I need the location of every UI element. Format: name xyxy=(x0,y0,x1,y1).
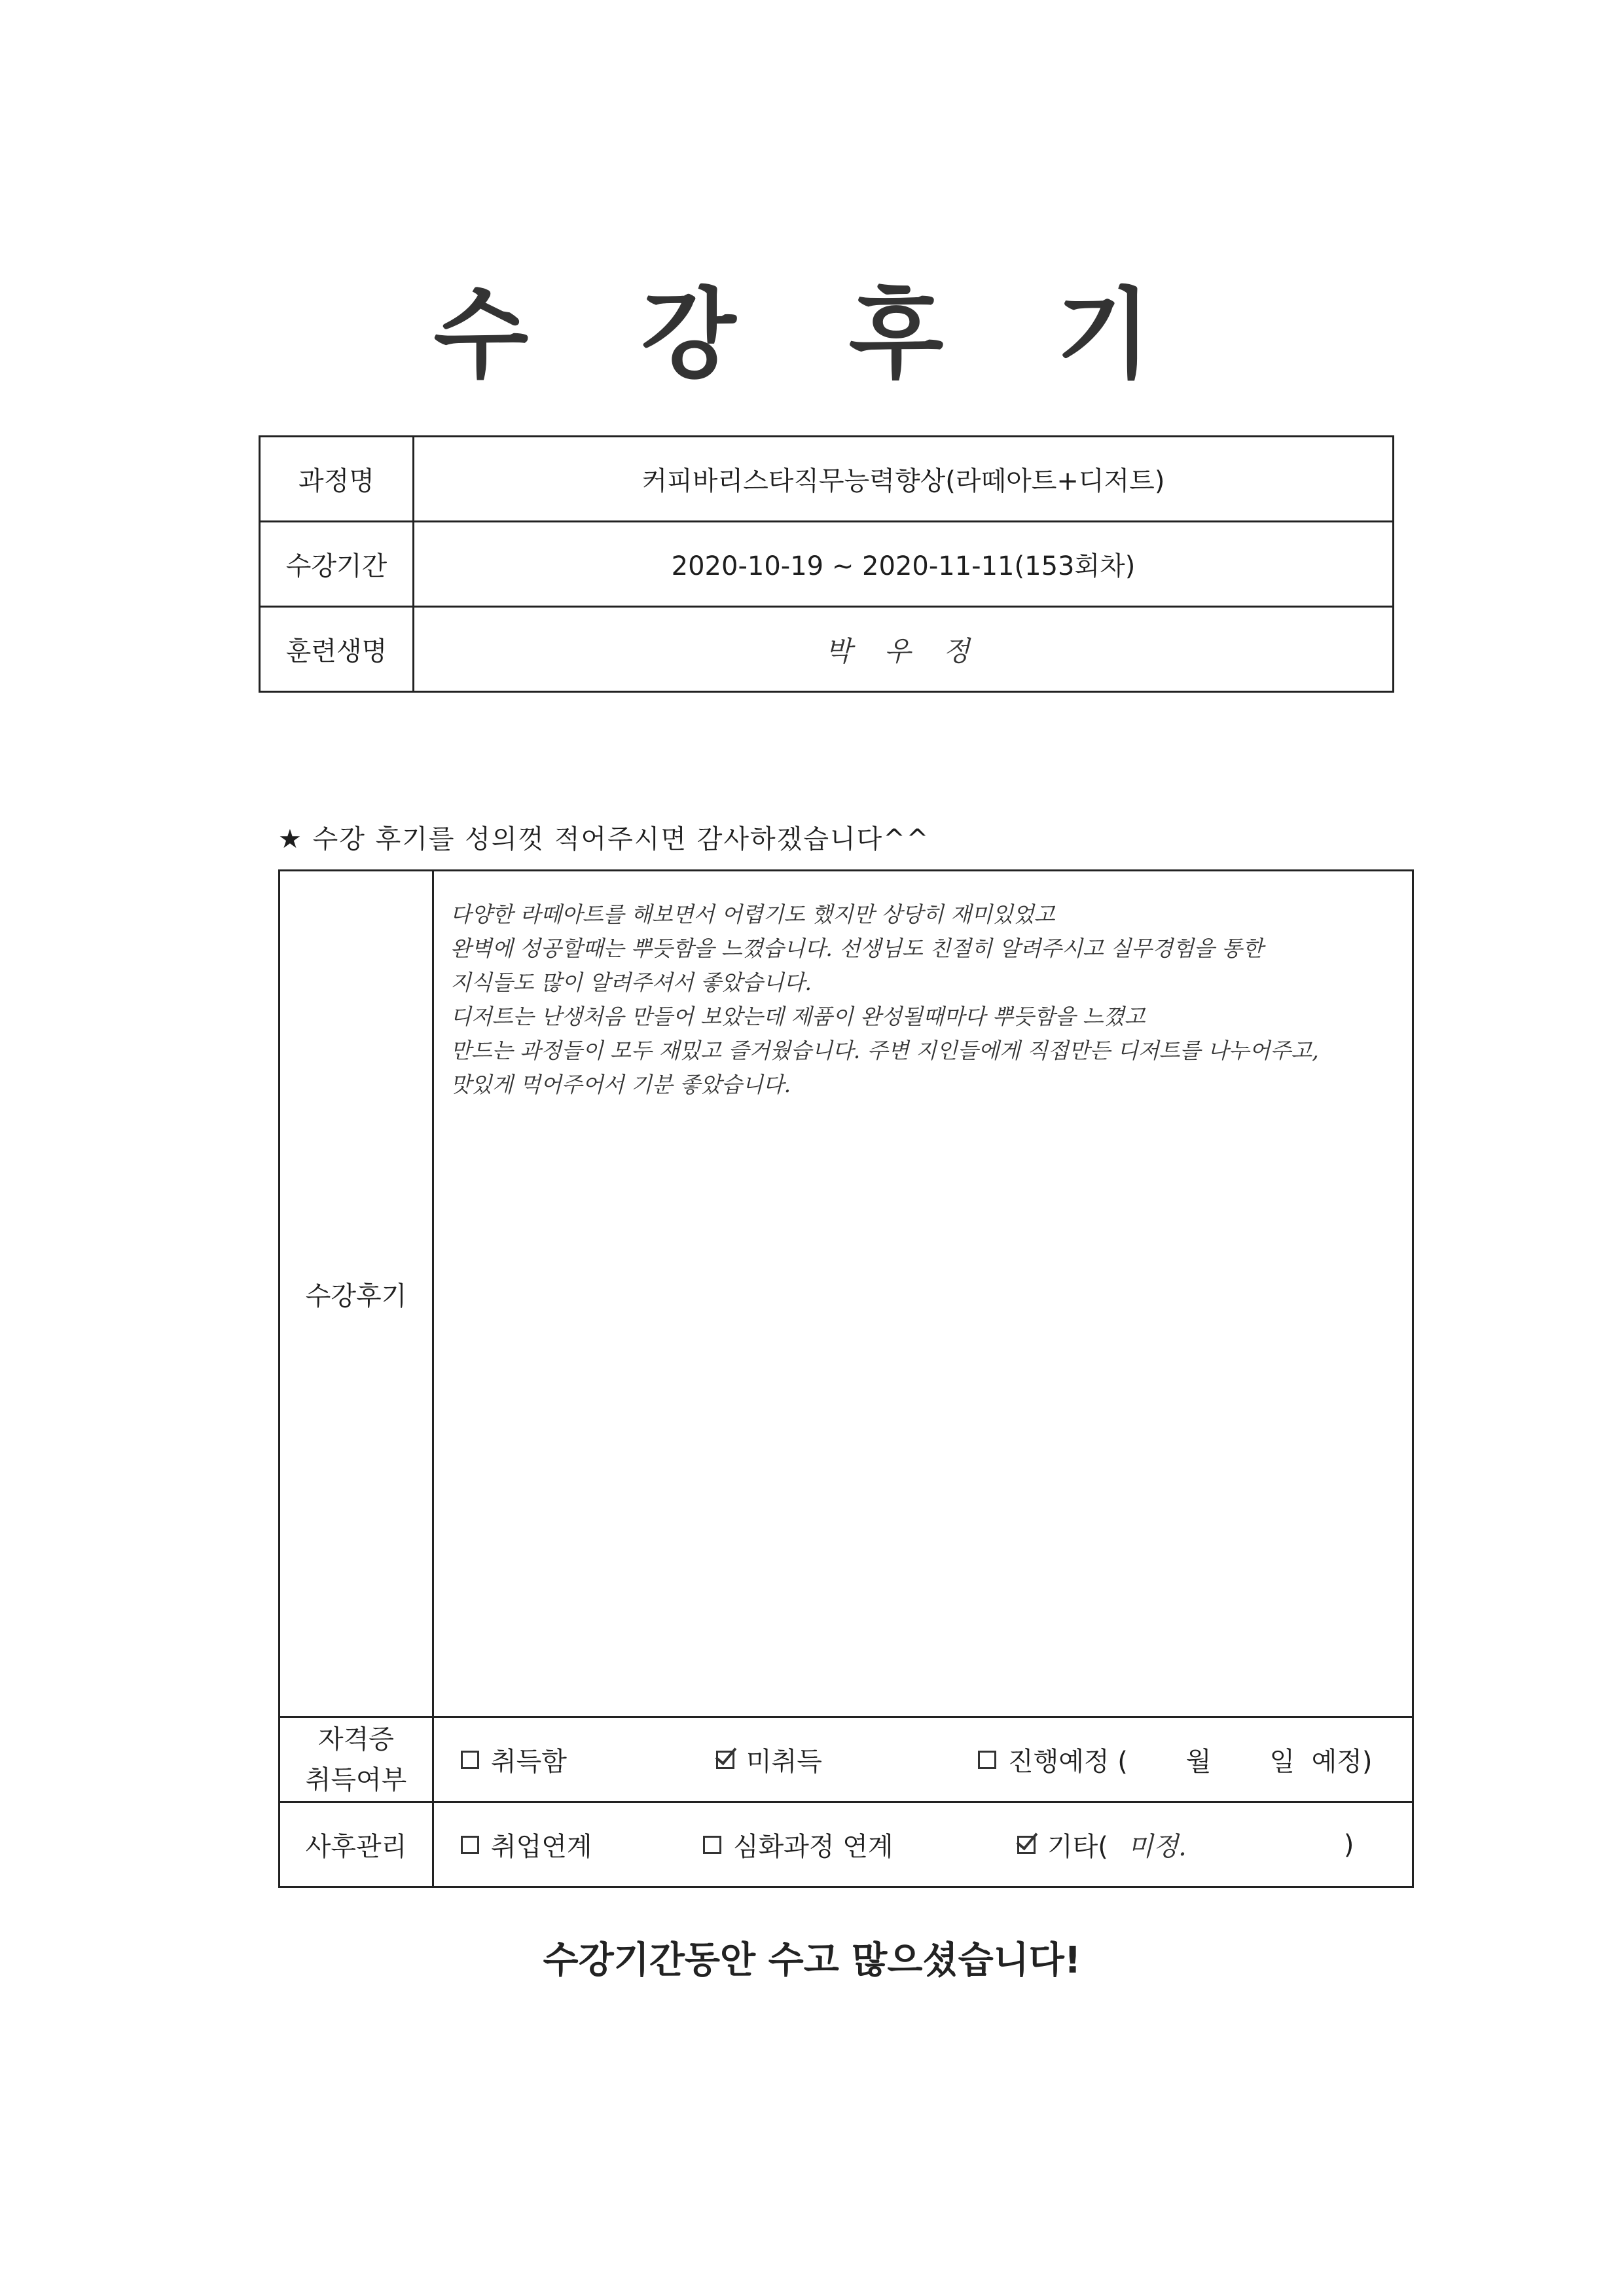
followup-option-other[interactable] xyxy=(1017,1826,1354,1863)
course-value: 커피바리스타직무능력향상(라떼아트+디저트) xyxy=(414,437,1394,522)
followup-option-other-label: 기타( xyxy=(1047,1832,1108,1862)
cert-option-not-acquired-label: 미취득 xyxy=(746,1747,822,1777)
certificate-label-line1: 자격증 xyxy=(318,1724,394,1755)
review-line: 지식들도 많이 알려주셔서 좋았습니다. xyxy=(450,970,812,995)
review-line: 만드는 과정들이 모두 재밌고 즐거웠습니다. 주변 지인들에게 직접만든 디저트를 나누어주고, xyxy=(450,1038,1319,1063)
review-row xyxy=(280,871,1413,1717)
review-line: 다양한 라떼아트를 해보면서 어렵기도 했지만 상당히 재미있었고 xyxy=(450,902,1055,927)
trainee-row xyxy=(260,607,1394,692)
followup-option-job[interactable] xyxy=(461,1826,703,1863)
certificate-label-line2: 취득여부 xyxy=(305,1764,407,1795)
cert-option-not-acquired[interactable] xyxy=(716,1741,978,1778)
review-text-area xyxy=(433,871,1413,1717)
certificate-row xyxy=(280,1717,1413,1802)
followup-label: 사후관리 xyxy=(280,1802,433,1887)
followup-option-advanced-label: 심화과정 연계 xyxy=(733,1832,893,1862)
certificate-options xyxy=(433,1717,1413,1802)
review-line: 맛있게 먹어주어서 기분 좋았습니다. xyxy=(450,1072,791,1097)
followup-options xyxy=(433,1802,1413,1887)
cert-option-in-progress-label: 진행예정 ( 월 일 예정) xyxy=(1008,1747,1373,1777)
review-line: 완벽에 성공할때는 뿌듯함을 느꼈습니다. 선생님도 친절히 알려주시고 실무경험을 통한 xyxy=(450,936,1264,961)
period-value: 2020-10-19 ~ 2020-11-11(153회차) xyxy=(414,522,1394,607)
checkbox-icon[interactable] xyxy=(978,1751,996,1769)
followup-row xyxy=(280,1802,1413,1887)
period-label: 수강기간 xyxy=(260,522,414,607)
trainee-label: 훈련생명 xyxy=(260,607,414,692)
checkbox-icon[interactable] xyxy=(703,1836,721,1854)
cert-option-acquired-label: 취득함 xyxy=(491,1747,567,1777)
page-title: 수 강 후 기 xyxy=(433,278,1191,392)
followup-other-close: ) xyxy=(1343,1829,1354,1860)
footer-message: 수강기간동안 수고 많으셨습니다! xyxy=(543,1939,1081,1982)
course-row xyxy=(260,437,1394,522)
review-table xyxy=(278,869,1414,1888)
review-label: 수강후기 xyxy=(280,871,433,1717)
checkbox-icon[interactable] xyxy=(461,1836,479,1854)
cert-option-in-progress[interactable] xyxy=(978,1741,1372,1778)
followup-option-job-label: 취업연계 xyxy=(491,1832,592,1862)
trainee-value: 박 우 정 xyxy=(414,607,1394,692)
checked-checkbox-icon[interactable] xyxy=(716,1751,734,1769)
period-row xyxy=(260,522,1394,607)
course-label: 과정명 xyxy=(260,437,414,522)
review-line: 디저트는 난생처음 만들어 보았는데 제품이 완성될때마다 뿌듯함을 느꼈고 xyxy=(450,1004,1146,1029)
cert-option-acquired[interactable] xyxy=(461,1741,716,1778)
course-info-table xyxy=(259,435,1394,693)
followup-option-advanced[interactable] xyxy=(703,1826,1017,1863)
followup-other-value: 미정. xyxy=(1127,1832,1187,1862)
certificate-label xyxy=(280,1717,433,1802)
notice-text: ★ 수강 후기를 성의껏 적어주시면 감사하겠습니다^^ xyxy=(278,824,930,854)
checkbox-icon[interactable] xyxy=(461,1751,479,1769)
checked-checkbox-icon[interactable] xyxy=(1017,1836,1036,1854)
